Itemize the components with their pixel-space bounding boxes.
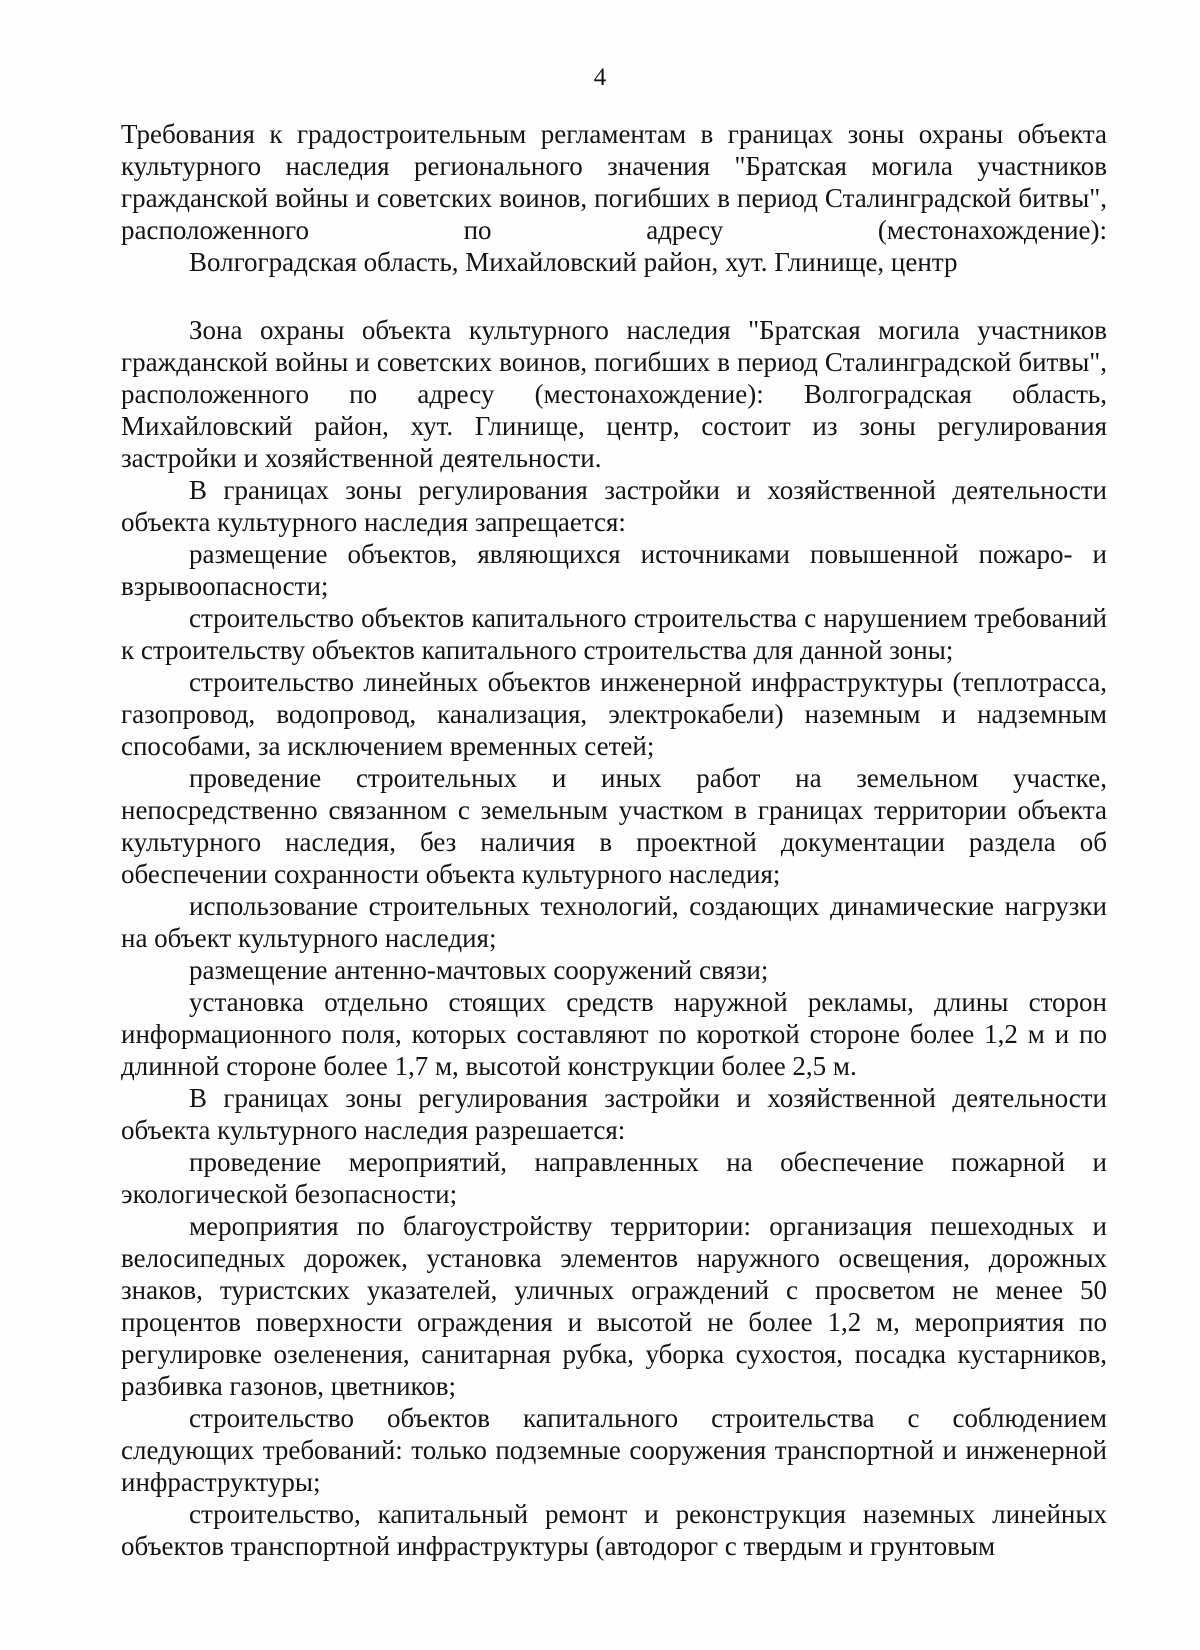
document-content	[121, 118, 1107, 1562]
prohibited-item: установка отдельно стоящих средств наружной рекламы, длины сторон информационного поля, которых составляют по короткой стороне более 1,2 м и по длинной стороне более 1,7 м, высотой конструкции более 2,5 м.	[121, 987, 1107, 1081]
permitted-intro-paragraph: В границах зоны регулирования застройки и хозяйственной деятельности объекта культурного наследия разрешается:	[121, 1083, 1107, 1145]
page-number: 4	[593, 64, 607, 91]
permitted-item: проведение мероприятий, направленных на обеспечение пожарной и экологической безопасности;	[121, 1147, 1107, 1209]
permitted-item: строительство, капитальный ремонт и реконструкция наземных линейных объектов транспортной инфраструктуры (автодорог с твердым и грунтовым	[121, 1499, 1107, 1561]
prohibited-intro-paragraph: В границах зоны регулирования застройки и хозяйственной деятельности объекта культурного наследия запрещается:	[121, 475, 1107, 537]
intro-paragraph: Зона охраны объекта культурного наследия "Братская могила участников гражданской войны и советских воинов, погибших в период Сталинградской битвы", расположенного по адресу (местонахождение): Волгоградская область, Михайловский район, хут. Глинище, центр, состоит из зоны регулирования застройки и хозяйственной деятельности.	[121, 315, 1107, 473]
paragraph-gap	[121, 278, 1107, 314]
prohibited-item: проведение строительных и иных работ на земельном участке, непосредственно связанном с земельным участком в границах территории объекта культурного наследия, без наличия в проектной документации раздела об обеспечении сохранности объекта культурного наследия;	[121, 763, 1107, 889]
prohibited-item: использование строительных технологий, создающих динамические нагрузки на объект культурного наследия;	[121, 891, 1107, 953]
prohibited-item: размещение объектов, являющихся источниками повышенной пожаро- и взрывоопасности;	[121, 539, 1107, 601]
prohibited-item: строительство объектов капитального строительства с нарушением требований к строительству объектов капитального строительства для данной зоны;	[121, 603, 1107, 665]
prohibited-list	[121, 538, 1107, 1082]
prohibited-item: размещение антенно-мачтовых сооружений связи;	[189, 955, 769, 985]
permitted-list	[121, 1146, 1107, 1562]
permitted-item: строительство объектов капитального строительства с соблюдением следующих требований: только подземные сооружения транспортной и инженерной инфраструктуры;	[121, 1403, 1107, 1497]
section-heading-location: Волгоградская область, Михайловский район, хут. Глинище, центр	[189, 247, 958, 277]
permitted-item: мероприятия по благоустройству территории: организация пешеходных и велосипедных дорожек, установка элементов наружного освещения, дорожных знаков, туристских указателей, уличных ограждений с просветом не менее 50 процентов поверхности ограждения и высотой не более 1,2 м, мероприятия по регулировке озеленения, санитарная рубка, уборка сухостоя, посадка кустарников, разбивка газонов, цветников;	[121, 1211, 1107, 1401]
section-heading: Требования к градостроительным регламентам в границах зоны охраны объекта культурного наследия регионального значения "Братская могила участников гражданской войны и советских воинов, погибших в период Сталинградской битвы", расположенного по адресу (местонахождение):	[121, 119, 1107, 245]
prohibited-item: строительство линейных объектов инженерной инфраструктуры (теплотрасса, газопровод, водопровод, канализация, электрокабели) наземным и надземным способами, за исключением временных сетей;	[121, 667, 1107, 761]
